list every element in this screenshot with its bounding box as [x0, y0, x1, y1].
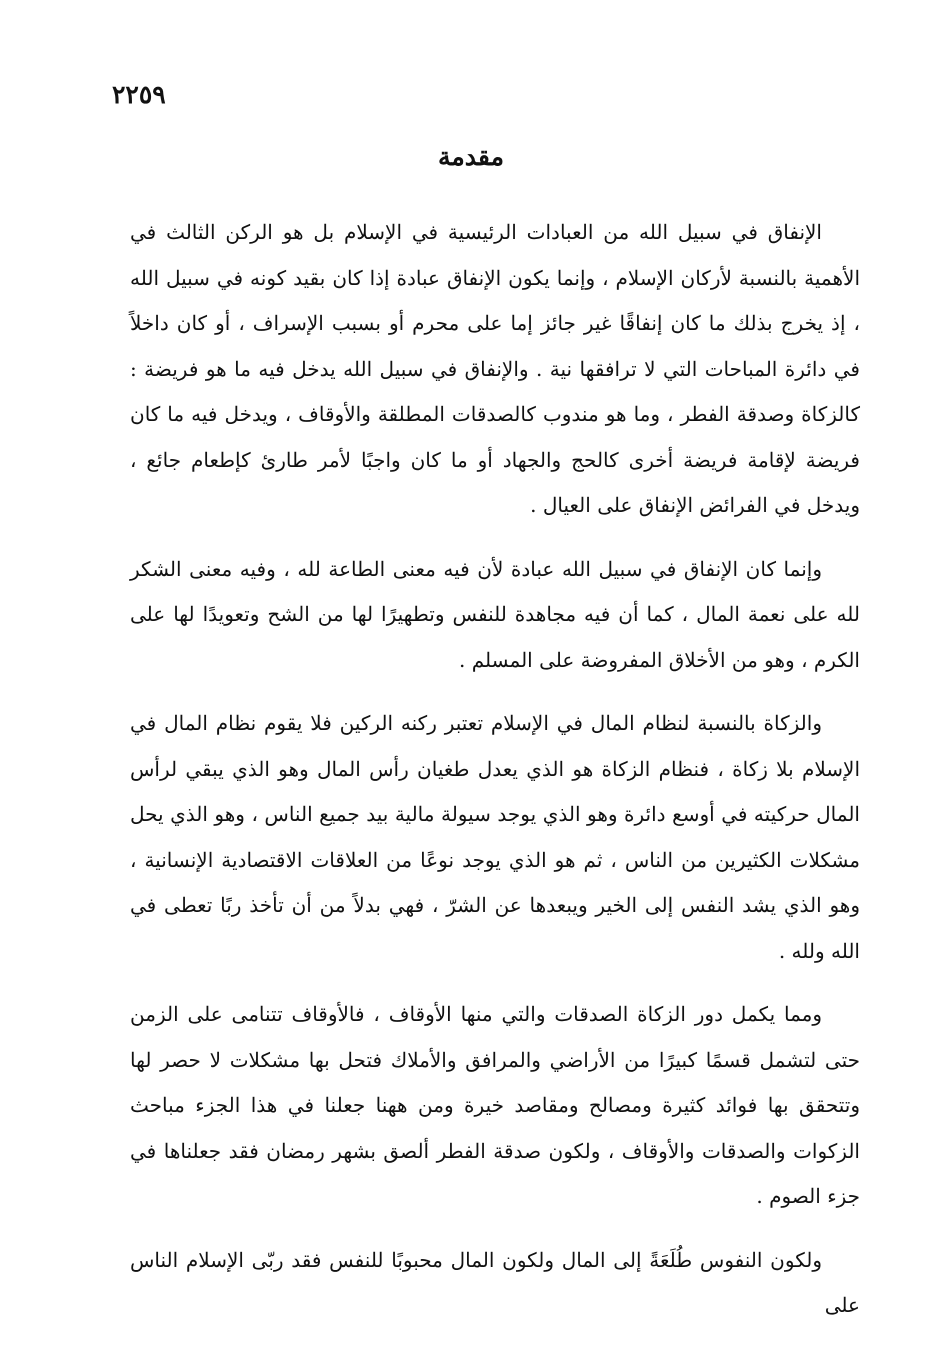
paragraph-5: ولكون النفوس طُلَعَةً إلى المال ولكون المال محبوبًا للنفس فقد ربّى الإسلام الناس على: [130, 1247, 860, 1317]
paragraph-4: ومما يكمل دور الزكاة الصدقات والتي منها الأوقاف ، فالأوقاف تتنامى على الزمن حتى لتشمل قسمًا كبيرًا من الأراضي والمرافق والأملاك فتحل بها مشكلات لا حصر لها وتتحقق بها فوائد كثيرة ومصالح ومقاصد خيرة ومن ههنا جعلنا في هذا الجزء مباحث الزكوات والصدقات والأوقاف ، ولكون صدقة الفطر ألصق بشهر رمضان فقد جعلناها في جزء الصوم .: [130, 1002, 860, 1208]
paragraph-2: وإنما كان الإنفاق في سبيل الله عبادة لأن فيه معنى الطاعة لله ، وفيه معنى الشكر لله على نعمة المال ، كما أن فيه مجاهدة للنفس وتطهيرًا لها من الشح وتعويدًا لها على الكرم ، وهو من الأخلاق المفروضة على المسلم .: [130, 556, 860, 672]
body-text: [130, 210, 860, 1347]
paragraph-1: الإنفاق في سبيل الله من العبادات الرئيسية في الإسلام بل هو الركن الثالث في الأهمية بالنسبة لأركان الإسلام ، وإنما يكون الإنفاق عبادة إذا كان بقيد كونه في سبيل الله ، إذ يخرج بذلك ما كان إنفاقًا غير جائز إما على محرم أو بسبب الإسراف ، أو كان داخلاً في دائرة المباحات التي لا ترافقها نية . والإنفاق في سبيل الله يدخل فيه ما هو فريضة : كالزكاة وصدقة الفطر ، وما هو مندوب كالصدقات المطلقة والأوقاف ، ويدخل فيه ما كان فريضة لإقامة فريضة أخرى كالحج والجهاد أو ما كان واجبًا لأمر طارئ كإطعام جائع ، ويدخل في الفرائض الإنفاق على العيال .: [130, 220, 860, 517]
page-title: مقدمة: [438, 142, 504, 171]
paragraph-3: والزكاة بالنسبة لنظام المال في الإسلام تعتبر ركنه الركين فلا يقوم نظام المال في الإسلام بلا زكاة ، فنظام الزكاة هو الذي يعدل طغيان رأس المال وهو الذي يبقي لرأس المال حركيته في أوسع دائرة وهو الذي يوجد سيولة مالية بيد جميع الناس ، وهو الذي يحل مشكلات الكثيرين من الناس ، ثم هو الذي يوجد نوعًا من العلاقات الاقتصادية الإنسانية ، وهو الذي يشد النفس إلى الخير ويبعدها عن الشرّ ، فهي بدلاً من أن تأخذ ربًا تعطى في الله ولله .: [130, 711, 861, 963]
page-number: ٢٢٥٩: [112, 80, 166, 109]
